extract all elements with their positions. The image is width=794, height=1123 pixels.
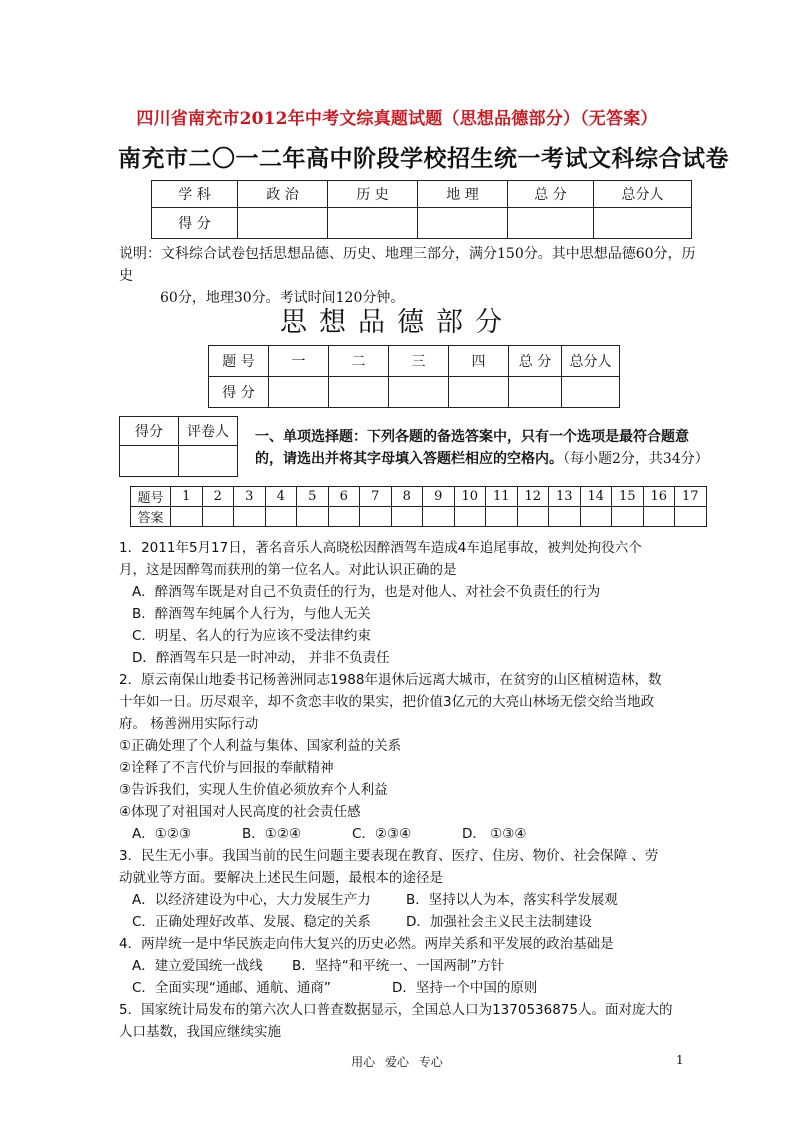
- answer-number: 14: [580, 487, 612, 507]
- answer-cell[interactable]: [643, 507, 675, 527]
- part-header: 总 分: [509, 346, 562, 377]
- score-cell[interactable]: [418, 208, 508, 239]
- grader-score-cell[interactable]: [120, 446, 179, 477]
- answer-number: 17: [675, 487, 707, 507]
- option: C．全面实现“通邮、通航、通商”: [132, 980, 331, 996]
- options-row: [119, 955, 699, 977]
- answer-cell[interactable]: [549, 507, 581, 527]
- question-stem: 人口基数，我国应继续实施: [119, 1024, 281, 1040]
- answer-number: 10: [454, 487, 486, 507]
- answer-cell[interactable]: [580, 507, 612, 527]
- option: A．①②③: [132, 826, 192, 842]
- answer-cell[interactable]: [486, 507, 518, 527]
- option: A．醉酒驾车既是对自己不负责任的行为，也是对他人、对社会不负责任的行为: [132, 584, 601, 600]
- answer-number: 1: [171, 487, 203, 507]
- answer-cell[interactable]: [265, 507, 297, 527]
- options-row: [119, 911, 699, 933]
- score-header: 历 史: [328, 181, 418, 208]
- part-header: 四: [449, 346, 509, 377]
- answer-cell[interactable]: [202, 507, 234, 527]
- score-table: [151, 180, 692, 239]
- option: D．加强社会主义民主法制建设: [406, 914, 592, 930]
- answer-cell[interactable]: [391, 507, 423, 527]
- score-header: 总 分: [508, 181, 594, 208]
- option: A．以经济建设为中心，大力发展生产力: [132, 892, 371, 908]
- question-stem: 1．2011年5月17日，著名音乐人高晓松因醉酒驾车造成4车追尾事故，被判处拘役六个: [119, 540, 642, 556]
- option: C．②③④: [352, 826, 412, 842]
- option: C．明星、名人的行为应该不受法律约束: [132, 628, 371, 644]
- part-header: 二: [329, 346, 389, 377]
- statement: ①正确处理了个人利益与集体、国家利益的关系: [119, 738, 402, 754]
- options-row: [119, 823, 699, 845]
- option: D．醉酒驾车只是一时冲动， 并非不负责任: [132, 650, 390, 666]
- answer-cell[interactable]: [423, 507, 455, 527]
- part-score-cell[interactable]: [389, 377, 449, 408]
- option: D．坚持一个中国的原则: [392, 980, 538, 996]
- part-score-cell[interactable]: [269, 377, 329, 408]
- score-header: 总分人: [594, 181, 692, 208]
- answer-number: 6: [328, 487, 360, 507]
- score-header: 学 科: [152, 181, 238, 208]
- option: B．坚持“和平统一、一国两制”方针: [292, 958, 505, 974]
- grader-table: [119, 416, 238, 477]
- answer-cell[interactable]: [171, 507, 203, 527]
- page-footer: 用心 爱心 专心: [351, 1055, 443, 1069]
- page-number: 1: [676, 1053, 684, 1067]
- answer-number: 4: [265, 487, 297, 507]
- option: B．①②④: [242, 826, 302, 842]
- exam-title: 南充市二〇一二年高中阶段学校招生统一考试文科综合试卷: [118, 145, 729, 172]
- question-stem: 月，这是因醉驾而获刑的第一位名人。对此认识正确的是: [119, 562, 457, 578]
- score-row-label: 得 分: [152, 208, 238, 239]
- option: A．建立爱国统一战线: [132, 958, 263, 974]
- statement: ③告诉我们，实现人生价值必须放弃个人利益: [119, 782, 388, 798]
- answer-table: [130, 486, 707, 527]
- answer-number: 15: [612, 487, 644, 507]
- question-stem: 3．民生无小事。我国当前的民生问题主要表现在教育、医疗、住房、物价、社会保障 、劳: [119, 848, 659, 864]
- instructions-bold: 一、单项选择题：下列各题的备选答案中，只有一个选项是最符合题意的，请选出并将其字母填入答题栏相应的空格内。: [255, 429, 689, 467]
- answer-number: 7: [360, 487, 392, 507]
- answer-cell[interactable]: [675, 507, 707, 527]
- part-score-cell[interactable]: [449, 377, 509, 408]
- answer-label: 答案: [131, 507, 171, 527]
- answer-number: 5: [297, 487, 329, 507]
- answer-number: 16: [643, 487, 675, 507]
- question-stem: 4．两岸统一是中华民族走向伟大复兴的历史必然。两岸关系和平发展的政治基础是: [119, 936, 614, 952]
- section-title: 思想品德部分: [280, 307, 514, 338]
- score-cell[interactable]: [508, 208, 594, 239]
- question-stem: 动就业等方面。要解决上述民生问题，最根本的途径是: [119, 870, 443, 886]
- question-stem: 府。 杨善洲用实际行动: [119, 716, 259, 732]
- part-header: 一: [269, 346, 329, 377]
- grader-score-label: 得分: [120, 417, 179, 446]
- question-stem: 5．国家统计局发布的第六次人口普查数据显示，全国总人口为1370536875人。面对庞大的: [119, 1002, 673, 1018]
- part-row-label: 得 分: [209, 377, 269, 408]
- option: D． ①③④: [462, 826, 527, 842]
- options-row: [119, 889, 699, 911]
- part-score-cell[interactable]: [509, 377, 562, 408]
- statement: ②诠释了不言代价与回报的奉献精神: [119, 760, 334, 776]
- part-header: 三: [389, 346, 449, 377]
- option: C．正确处理好改革、发展、稳定的关系: [132, 914, 371, 930]
- option: B．醉酒驾车纯属个人行为，与他人无关: [132, 606, 371, 622]
- questions: [119, 537, 699, 1043]
- part-score-table: [208, 345, 620, 408]
- part-header: 总分人: [562, 346, 620, 377]
- answer-cell[interactable]: [360, 507, 392, 527]
- answer-cell[interactable]: [517, 507, 549, 527]
- score-cell[interactable]: [238, 208, 328, 239]
- answer-cell[interactable]: [328, 507, 360, 527]
- grader-label: 评卷人: [179, 417, 238, 446]
- score-cell[interactable]: [594, 208, 692, 239]
- part-score-cell[interactable]: [562, 377, 620, 408]
- score-header: 政 治: [238, 181, 328, 208]
- score-cell[interactable]: [328, 208, 418, 239]
- description-line: 说明：文科综合试卷包括思想品德、历史、地理三部分，满分150分。其中思想品德60分，历史: [119, 246, 696, 284]
- document-title: 四川省南充市2012年中考文综真题试题（思想品德部分）（无答案）: [136, 109, 658, 129]
- statement: ④体现了对祖国对人民高度的社会责任感: [119, 804, 361, 820]
- answer-cell[interactable]: [234, 507, 266, 527]
- answer-cell[interactable]: [612, 507, 644, 527]
- answer-cell[interactable]: [297, 507, 329, 527]
- answer-number: 11: [486, 487, 518, 507]
- answer-number: 8: [391, 487, 423, 507]
- answer-number: 13: [549, 487, 581, 507]
- answer-number: 2: [202, 487, 234, 507]
- instructions-points: （每小题2分，共34分）: [563, 451, 709, 467]
- question-stem: 2．原云南保山地委书记杨善洲同志1988年退休后远离大城市，在贫穷的山区植树造林，数: [119, 672, 662, 688]
- answer-number: 3: [234, 487, 266, 507]
- description-line: 60分，地理30分。考试时间120分钟。: [160, 290, 405, 306]
- question-stem: 十年如一日。历尽艰辛，却不贪恋丰收的果实，把价值3亿元的大亮山林场无偿交给当地政: [119, 694, 655, 710]
- options-row: [119, 977, 699, 999]
- part-header: 题 号: [209, 346, 269, 377]
- answer-cell[interactable]: [454, 507, 486, 527]
- part-score-cell[interactable]: [329, 377, 389, 408]
- score-header: 地 理: [418, 181, 508, 208]
- grader-name-cell[interactable]: [179, 446, 238, 477]
- option: B．坚持以人为本，落实科学发展观: [406, 892, 618, 908]
- answer-number: 12: [517, 487, 549, 507]
- answer-number: 9: [423, 487, 455, 507]
- answer-number-label: 题号: [131, 487, 171, 507]
- section-instructions: [255, 426, 715, 470]
